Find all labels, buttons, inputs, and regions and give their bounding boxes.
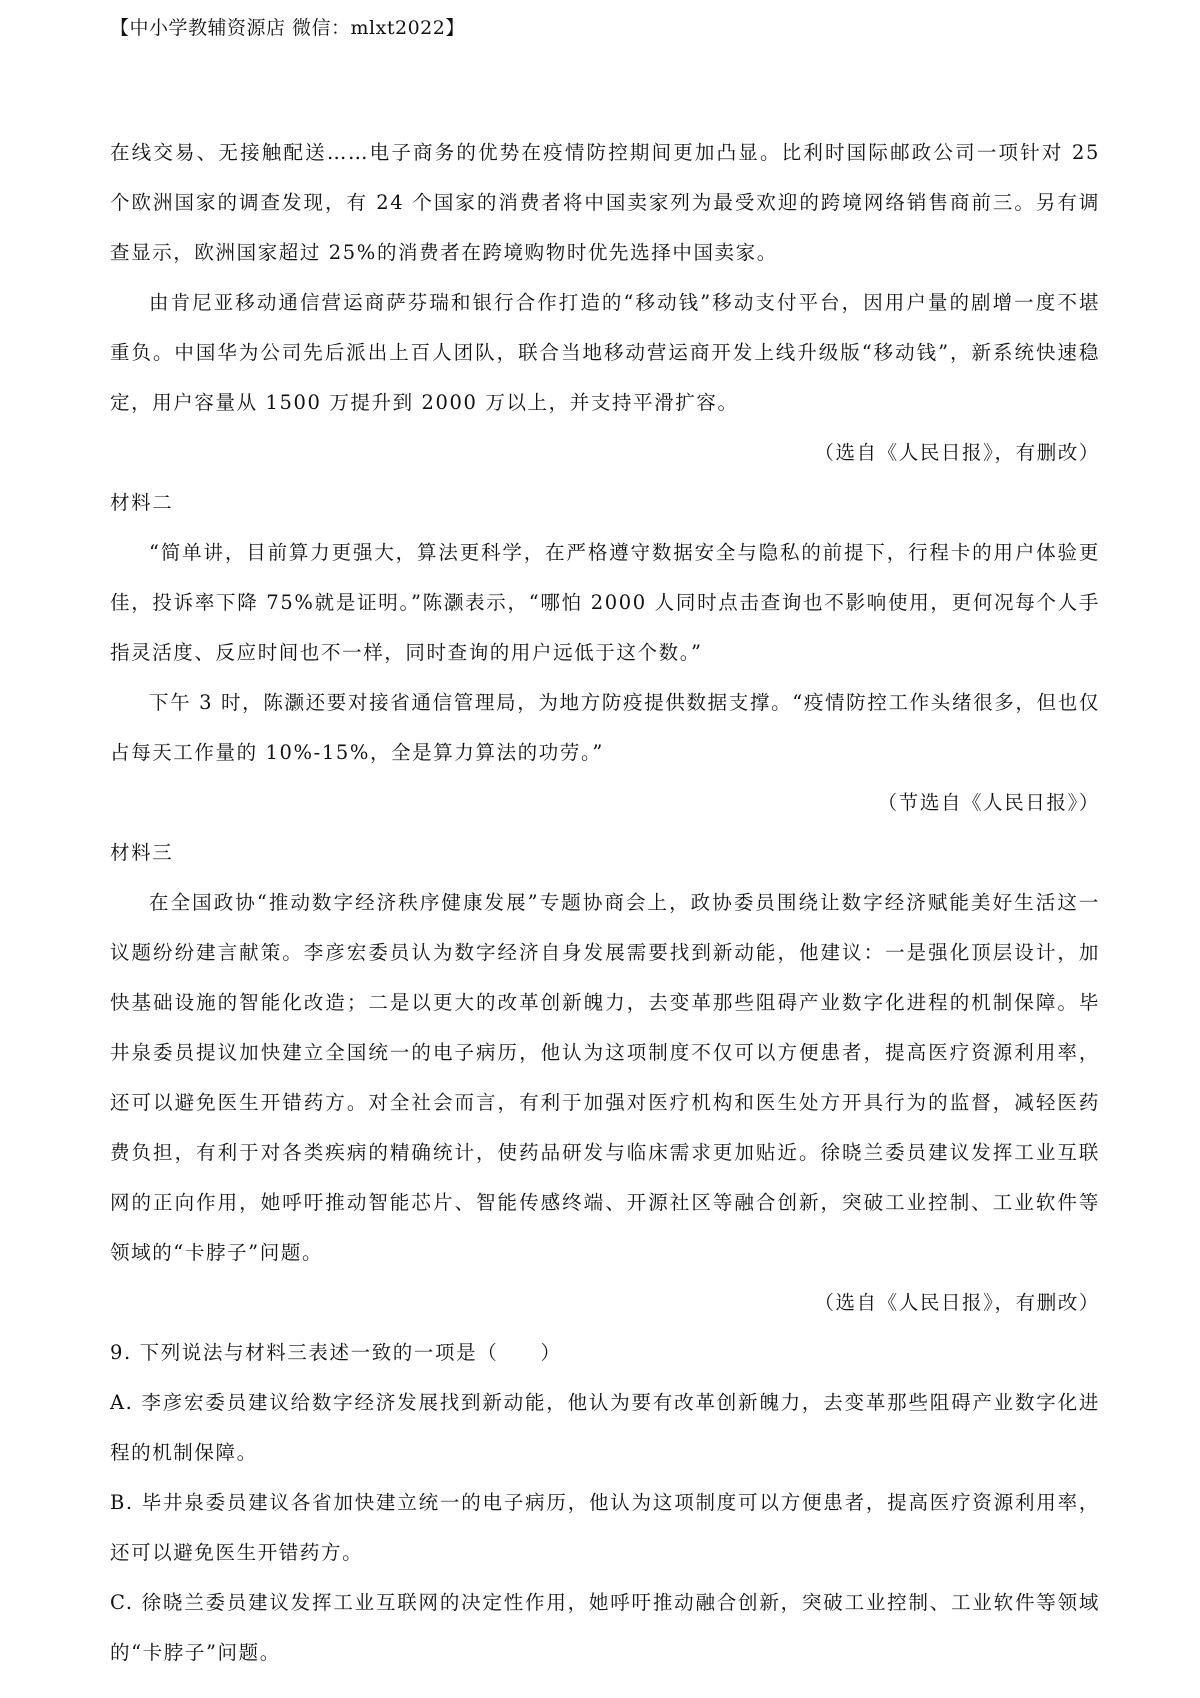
header-watermark: 【中小学教辅资源店 微信：mlxt2022】 [110,17,465,39]
material1-paragraph-1: 在线交易、无接触配送……电子商务的优势在疫情防控期间更加凸显。比利时国际邮政公司一项针对 25 个欧洲国家的调查发现，有 24 个国家的消费者将中国卖家列为最受欢迎的跨境网络销售商前三。另有调查显示，欧洲国家超过 25%的消费者在跨境购物时优先选择中国卖家。 [110,141,1100,264]
material3-label: 材料三 [110,841,174,864]
material2-source: （节选自《人民日报》） [877,791,1100,814]
material2-label: 材料二 [110,491,174,514]
question9-option-a: A. 李彦宏委员建议给数字经济发展找到新动能，他认为要有改革创新魄力，去变革那些阻碍产业数字化进程的机制保障。 [110,1391,1100,1464]
question-9 [110,1328,1100,1678]
material-three [110,828,1100,1328]
material1-source: （选自《人民日报》，有删改） [814,441,1100,464]
document-body [110,128,1100,1678]
material-one [110,128,1100,478]
material3-source: （选自《人民日报》，有删改） [814,1291,1100,1314]
material-two [110,478,1100,828]
material3-paragraph-1: 在全国政协“推动数字经济秩序健康发展”专题协商会上，政协委员围绕让数字经济赋能美好生活这一议题纷纷建言献策。李彦宏委员认为数字经济自身发展需要找到新动能，他建议：一是强化顶层设计，加快基础设施的智能化改造；二是以更大的改革创新魄力，去变革那些阻碍产业数字化进程的机制保障。毕井泉委员提议加快建立全国统一的电子病历，他认为这项制度不仅可以方便患者，提高医疗资源利用率，还可以避免医生开错药方。对全社会而言，有利于加强对医疗机构和医生处方开具行为的监督，减轻医药费负担，有利于对各类疾病的精确统计，使药品研发与临床需求更加贴近。徐晓兰委员建议发挥工业互联网的正向作用，她呼吁推动智能芯片、智能传感终端、开源社区等融合创新，突破工业控制、工业软件等领域的“卡脖子”问题。 [110,891,1100,1264]
question9-option-c: C. 徐晓兰委员建议发挥工业互联网的决定性作用，她呼吁推动融合创新，突破工业控制、工业软件等领域的“卡脖子”问题。 [110,1591,1100,1664]
question9-stem: 9. 下列说法与材料三表述一致的一项是（ ） [110,1341,562,1364]
material2-paragraph-1: “简单讲，目前算力更强大，算法更科学，在严格遵守数据安全与隐私的前提下，行程卡的用户体验更佳，投诉率下降 75%就是证明。”陈灏表示，“哪怕 2000 人同时点击查询也不影响使用，更何况每个人手指灵活度、反应时间也不一样，同时查询的用户远低于这个数。” [110,541,1100,664]
question9-option-b: B. 毕井泉委员建议各省加快建立统一的电子病历，他认为这项制度可以方便患者，提高医疗资源利用率，还可以避免医生开错药方。 [110,1491,1100,1564]
material1-paragraph-2: 由肯尼亚移动通信营运商萨芬瑞和银行合作打造的“移动钱”移动支付平台，因用户量的剧增一度不堪重负。中国华为公司先后派出上百人团队，联合当地移动营运商开发上线升级版“移动钱”，新系统快速稳定，用户容量从 1500 万提升到 2000 万以上，并支持平滑扩容。 [110,291,1100,414]
material2-paragraph-2: 下午 3 时，陈灏还要对接省通信管理局，为地方防疫提供数据支撑。“疫情防控工作头绪很多，但也仅占每天工作量的 10%-15%，全是算力算法的功劳。” [110,691,1100,764]
